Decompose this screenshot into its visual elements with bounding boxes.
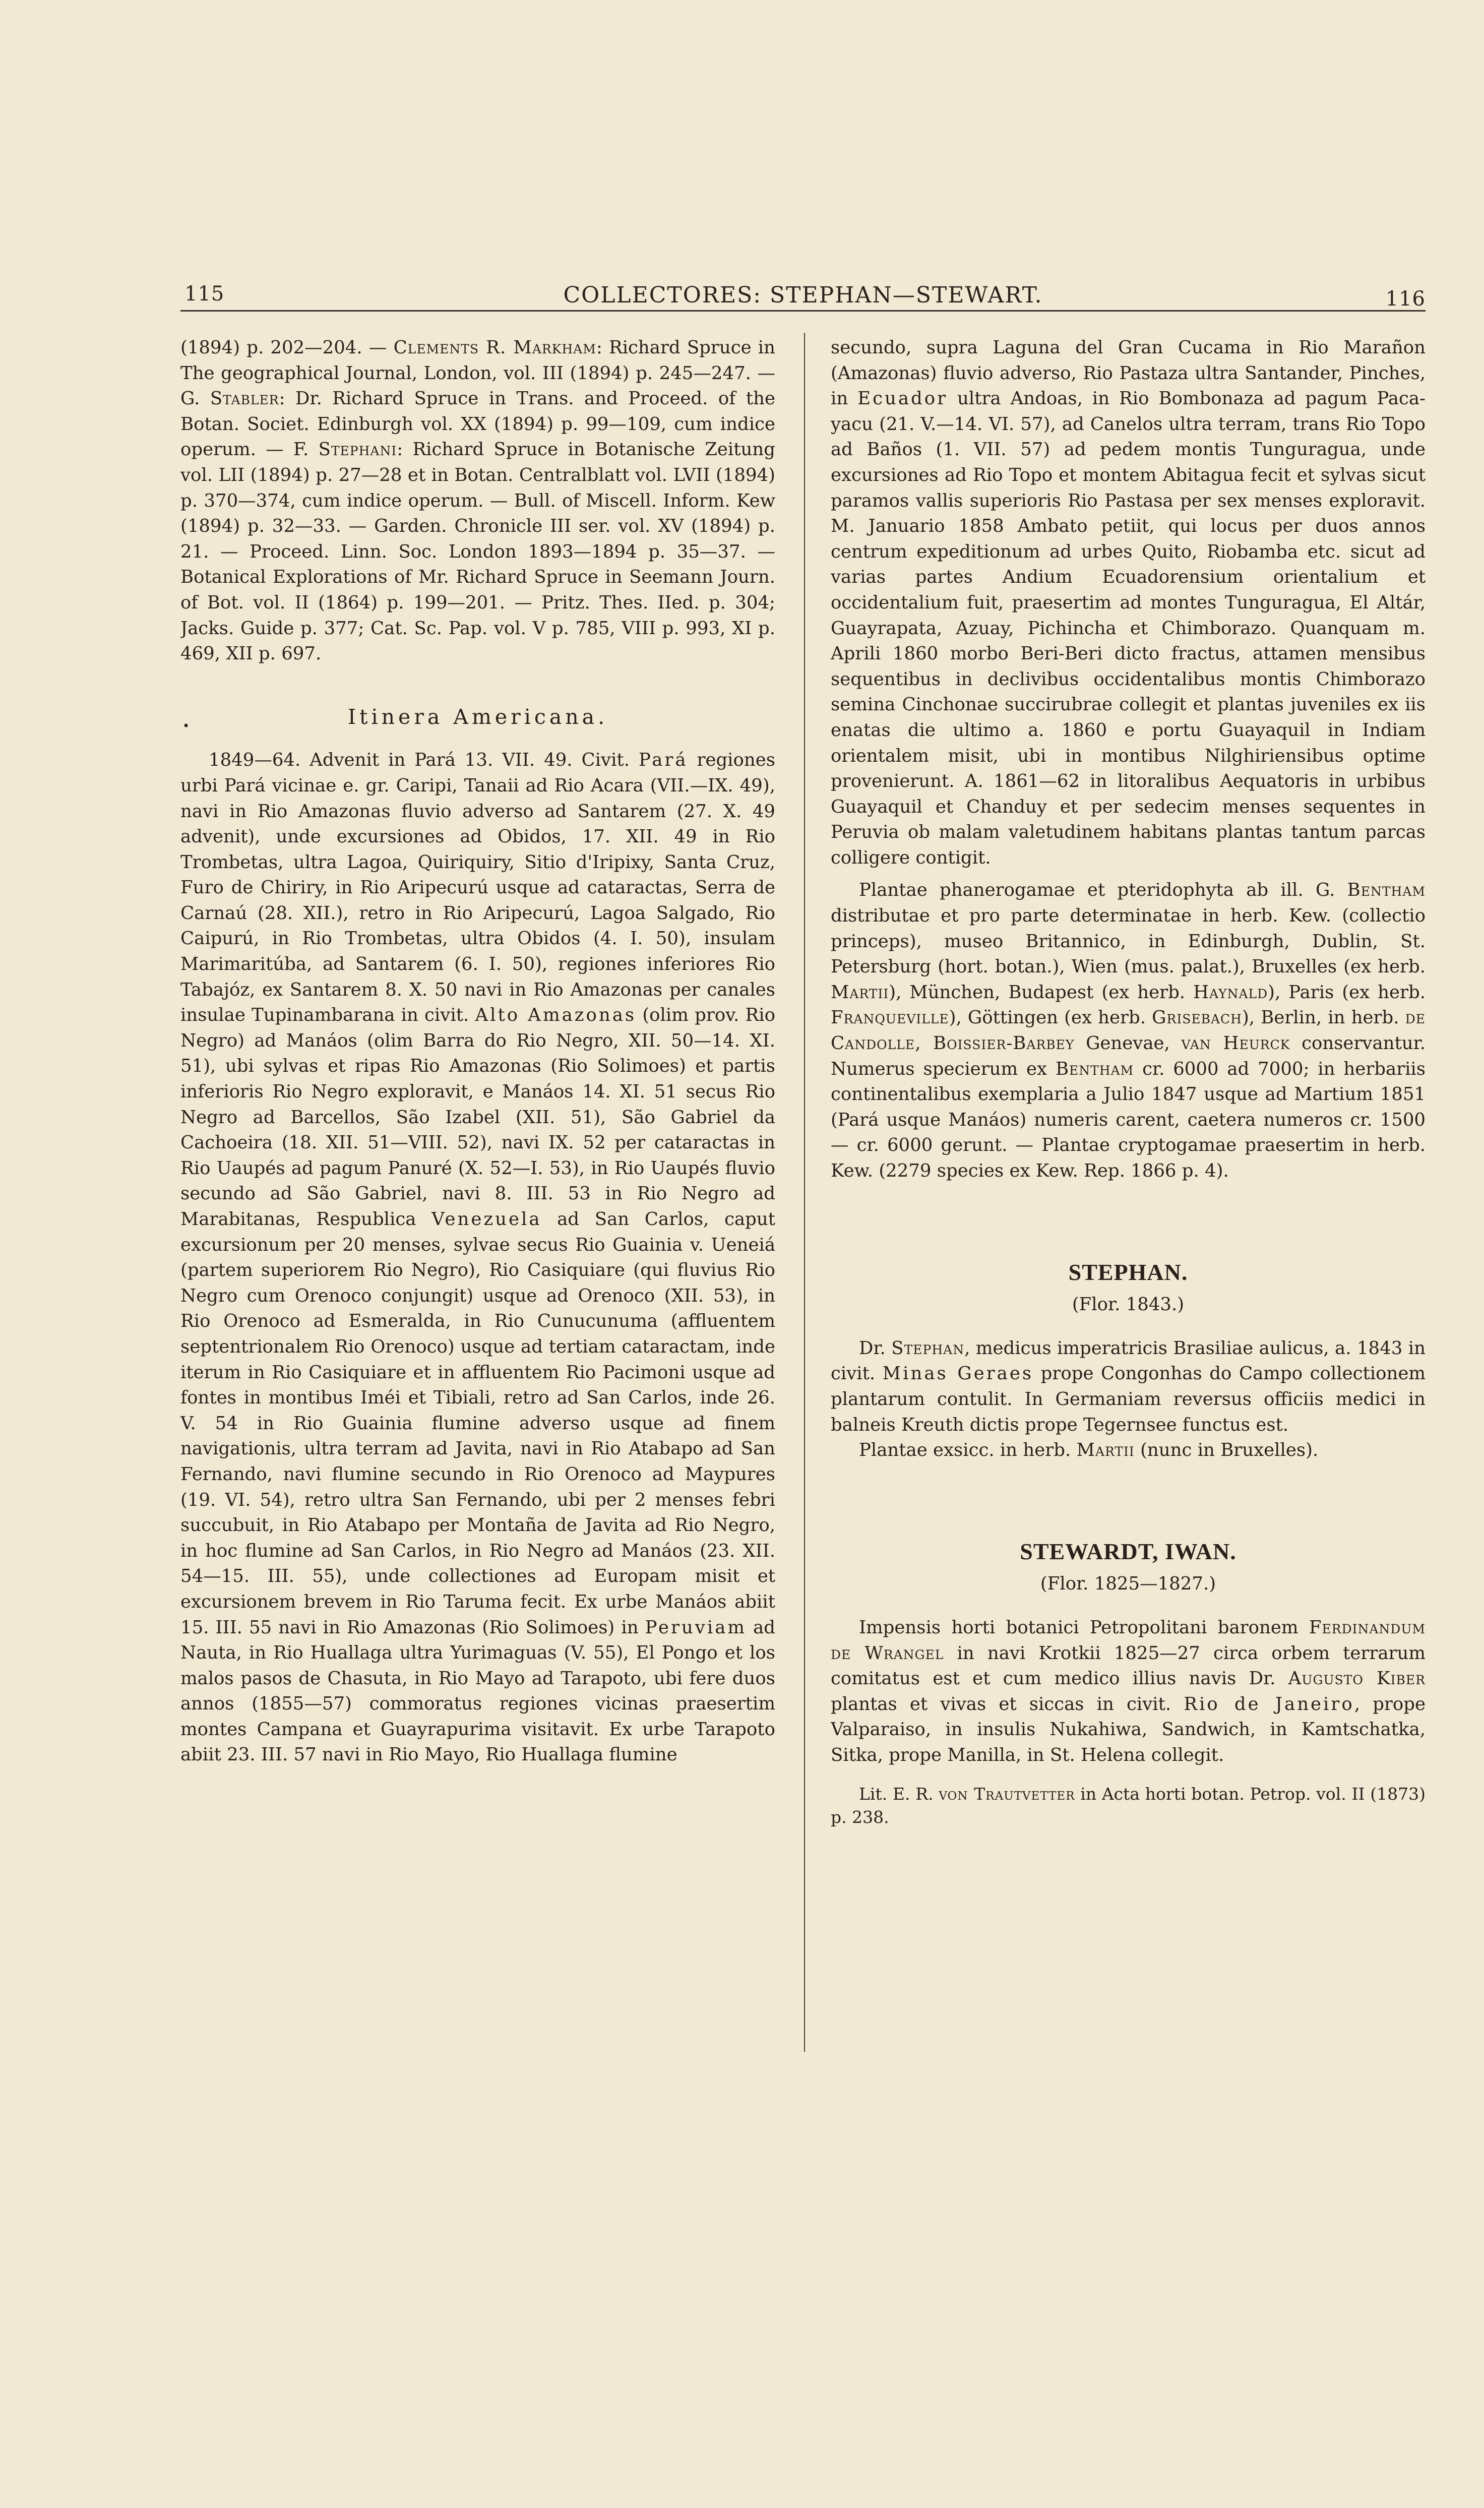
running-title: COLLECTORES: STEPHAN—STEWART. xyxy=(563,282,1043,308)
stephan-exsicc: Plantae exsicc. in herb. Martii (nunc in Bruxelles). xyxy=(859,1440,1319,1461)
itinera-heading: Itinera Americana. xyxy=(347,704,608,729)
itinera-continued: secundo, supra Laguna del Gran Cucama in Rio Marañon (Amazonas) fluvio adverso, Rio Pastaza ultra Santander, Pinches, in Ecuador ultra Andoas, in Rio Bombonaza ad pagum Paca-yacu (21. V.—14. VI. 57), ad Canelos ultra terram, trans Rio Topo ad Baños (1. VII. 57) ad pedem montis Tunguragua, unde excursiones ad Rio Topo et montem Abitagua fecit et sylvas sicut paramos vallis superioris Rio Pastasa per sex menses exploravit. M. Januario 1858 Ambato petiit, qui locus per duos annos centrum expeditionum ad urbes Quito, Riobamba etc. sicut ad varias partes Andium Ecuadorensium orientalium et occidentalium fuit, praesertim ad montes Tunguragua, El Altár, Guayrapata, Azuay, Pichincha et Chimborazo. Quanquam m. Aprili 1860 morbo Beri-Beri dicto fractus, attamen mensibus sequentibus in declivibus occidentalibus montis Chimborazo semina Cinchonae succirubrae collegit et plantas juveniles ex iis enatas die ultimo a. 1860 e portu Guayaquil in Indiam orientalem misit, ubi in montibus Nilghiriensibus optime provenierunt. A. 1861—62 in litoralibus Aequatoris in urbibus Guayaquil et Chanduy et per sedecim menses sequentes in Peruvia ob malam valetudinem habitans plantas tantum parcas colligere contigit. xyxy=(831,337,1426,868)
left-column xyxy=(180,335,775,2453)
plantae-paragraph: Plantae phanerogamae et pteridophyta ab ill. G. Bentham distributae et pro parte determinatae in herb. Kew. (collectio princeps), museo Britannico, in Edinburgh, Dublin, St. Petersburg (hort. botan.), Wien (mus. palat.), Bruxelles (ex herb. Martii), München, Budapest (ex herb. Haynald), Paris (ex herb. Franqueville), Göttingen (ex herb. Grisebach), Berlin, in herb. de Candolle, Boissier-Barbey Genevae, van Heurck conservantur. Numerus specierum ex Bentham cr. 6000 ad 7000; in herbariis continentalibus exemplaria a Julio 1847 usque ad Martium 1851 (Pará usque Manáos) numeris carent, caetera numeros cr. 1500 — cr. 6000 gerunt. — Plantae cryptogamae praesertim in herb. Kew. (2279 species ex Kew. Rep. 1866 p. 4). xyxy=(831,880,1426,1181)
column-divider xyxy=(804,333,805,2052)
collector-heading-stewardt: STEWARDT, IWAN. xyxy=(1020,1538,1236,1564)
spruce-references: (1894) p. 202—204. — Clements R. Markham: Richard Spruce in The geographical Journal, London, vol. III (1894) p. 245—247. — G. Stabler: Dr. Richard Spruce in Trans. and Proceed. of the Botan. Societ. Edinburgh vol. XX (1894) p. 99—109, cum indice operum. — F. Stephani: Richard Spruce in Botanische Zeitung vol. LII (1894) p. 27—28 et in Botan. Centralblatt vol. LVII (1894) p. 370—374, cum indice operum. — Bull. of Miscell. Inform. Kew (1894) p. 32—33. — Garden. Chronicle III ser. vol. XV (1894) p. 21. — Proceed. Linn. Soc. London 1893—1894 p. 35—37. — Botanical Explorations of Mr. Richard Spruce in Seemann Journ. of Bot. vol. II (1864) p. 199—201. — Pritz. Thes. IIed. p. 304; Jacks. Guide p. 377; Cat. Sc. Pap. vol. V p. 785, VIII p. 993, XI p. 469, XII p. 697. xyxy=(180,337,775,664)
stephan-paragraph: Dr. Stephan, medicus imperatricis Brasiliae aulicus, a. 1843 in civit. Minas Geraes prope Congonhas do Campo collectionem plantarum contulit. In Germaniam reversus officiis medici in balneis Kreuth dictis prope Tegernsee functus est. xyxy=(831,1337,1426,1435)
right-column xyxy=(831,335,1426,2453)
collector-heading-stephan: STEPHAN. xyxy=(1068,1259,1188,1285)
header-rule xyxy=(180,310,1426,312)
flor-stephan: (Flor. 1843.) xyxy=(1072,1294,1185,1315)
itinera-paragraph: 1849—64. Advenit in Pará 13. VII. 49. Civit. Pará regiones urbi Pará vicinae e. gr. Caripi, Tanaii ad Rio Acara (VII.—IX. 49), navi in Rio Amazonas fluvio adverso ad Santarem (27. X. 49 advenit), unde excursiones ad Obidos, 17. XII. 49 in Rio Trombetas, ultra Lagoa, Quiriquiry, Sitio d'Iripixy, Santa Cruz, Furo de Chiriry, in Rio Aripecurú usque ad cataractas, Serra de Carnaú (28. XII.), retro in Rio Aripecurú, Lagoa Salgado, Rio Caipurú, in Rio Trombetas, ultra Obidos (4. I. 50), insulam Marimaritúba, ad Santarem (6. I. 50), regiones inferiores Rio Tabajóz, ex Santarem 8. X. 50 navi in Rio Amazonas per canales insulae Tupinambarana in civit. Alto Amazonas (olim prov. Rio Negro) ad Manáos (olim Barra do Rio Negro, XII. 50—14. XI. 51), ubi sylvas et ripas Rio Amazonas (Rio Solimoes) et partis inferioris Rio Negro exploravit, e Manáos 14. XI. 51 secus Rio Negro ad Barcellos, São Izabel (XII. 51), São Gabriel da Cachoeira (18. XII. 51—VIII. 52), navi IX. 52 per cataractas in Rio Uaupés ad pagum Panuré (X. 52—I. 53), in Rio Uaupés fluvio secundo ad São Gabriel, navi 8. III. 53 in Rio Negro ad Marabitanas, Respublica Venezuela ad San Carlos, caput excursionum per 20 menses, sylvae secus Rio Guainia v. Ueneiá (partem superiorem Rio Negro), Rio Casiquiare (qui fluvius Rio Negro cum Orenoco conjungit) usque ad Orenoco (XII. 53), in Rio Orenoco ad Esmeralda, in Rio Cunucunuma (affluentem septentrionalem Rio Orenoco) usque ad tertiam cataractam, inde iterum in Rio Casiquiare et in affluentem Rio Pacimoni usque ad fontes in montibus Iméi et Tibiali, retro ad San Carlos, inde 26. V. 54 in Rio Guainia flumine adverso usque ad finem navigationis, ultra terram ad Javita, navi in Rio Atabapo ad San Fernando, navi flumine secundo in Rio Orenoco ad Maypures (19. VI. 54), retro ultra San Fernando, ubi per 2 menses febri succubuit, in Rio Atabapo per Montaña de Javita ad Rio Negro, in hoc flumine ad San Carlos, in Rio Negro ad Manáos (23. XII. 54—15. III. 55), unde collectiones ad Europam misit et excursionem brevem in Rio Taruma fecit. Ex urbe Manáos abiit 15. III. 55 navi in Rio Amazonas (Rio Solimoes) in Peruviam ad Nauta, in Rio Huallaga ultra Yurimaguas (V. 55), El Pongo et los malos pasos de Chasuta, in Rio Mayo ad Tarapoto, ubi fere duos annos (1855—57) commoratus regiones vicinas praesertim montes Campana et Guayrapurima visitavit. Ex urbe Tarapoto abiit 23. III. 57 navi in Rio Mayo, Rio Huallaga flumine xyxy=(180,750,775,1765)
page-number-left: 115 xyxy=(184,282,225,305)
stewardt-literature: Lit. E. R. von Trautvetter in Acta horti botan. Petrop. vol. II (1873) p. 238. xyxy=(831,1784,1426,1827)
stewardt-paragraph: Impensis horti botanici Petropolitani baronem Ferdinandum de Wrangel in navi Krotkii 1825—27 circa orbem terrarum comitatus est et cum medico illius navis Dr. Augusto Kiber plantas et vivas et siccas in civit. Rio de Janeiro, prope Valparaiso, in insulis Nukahiwa, Sandwich, in Kamtschatka, Sitka, prope Manilla, in St. Helena collegit. xyxy=(831,1617,1426,1765)
bullet-mark: • xyxy=(182,719,190,733)
page-header xyxy=(180,282,1426,318)
page-number-right: 116 xyxy=(1385,287,1426,311)
flor-stewardt: (Flor. 1825—1827.) xyxy=(1040,1573,1216,1595)
